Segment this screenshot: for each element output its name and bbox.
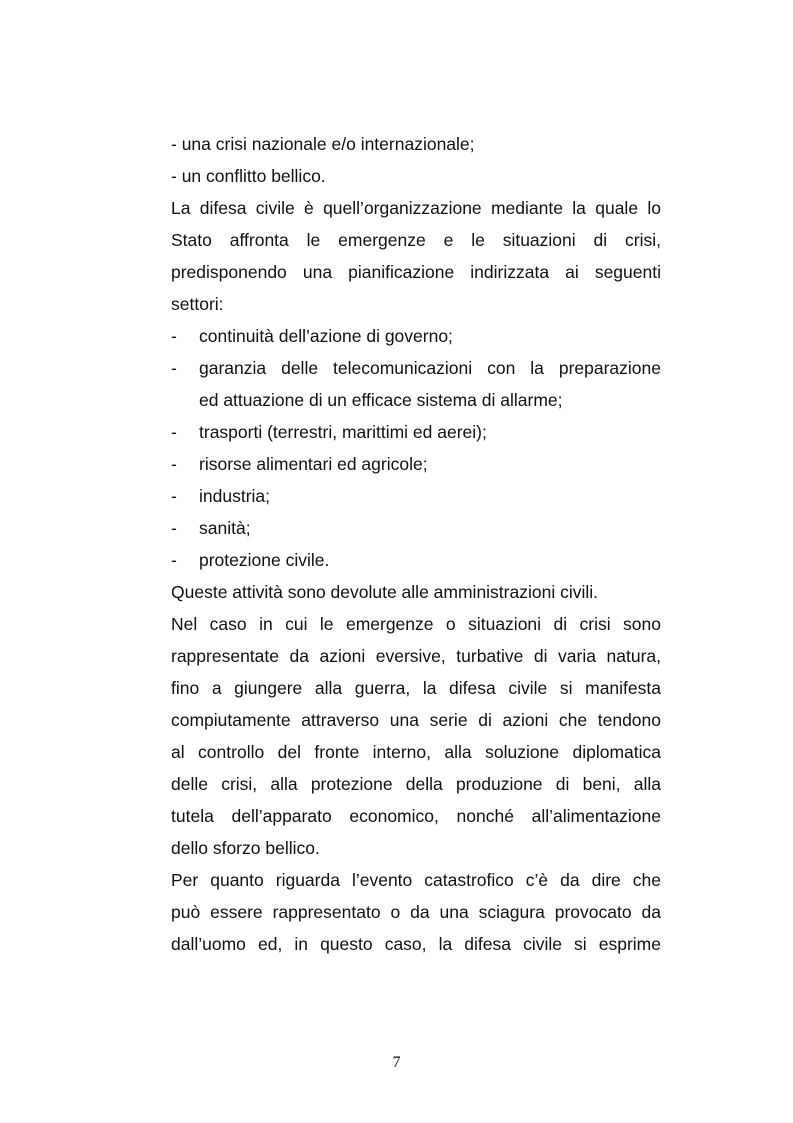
bullet-text: continuità dell’azione di governo; bbox=[199, 326, 453, 346]
paragraph-line: dall’uomo ed, in questo caso, la difesa civile si esprime bbox=[171, 934, 661, 954]
page-number: 7 bbox=[392, 1054, 401, 1071]
bullet-dash: - bbox=[171, 454, 177, 474]
bullet-text: risorse alimentari ed agricole; bbox=[199, 454, 428, 474]
paragraph-line: delle crisi, alla protezione della produzione di beni, alla bbox=[171, 774, 661, 794]
bullet-text: garanzia delle telecomunicazioni con la preparazione bbox=[199, 358, 661, 378]
bullet-dash: - bbox=[171, 422, 177, 442]
bullet-dash: - bbox=[171, 486, 177, 506]
paragraph-line: rappresentate da azioni eversive, turbative di varia natura, bbox=[171, 646, 661, 666]
list-item-conflict: - un conflitto bellico. bbox=[171, 166, 326, 186]
bullet-item-government bbox=[171, 320, 661, 352]
bullet-text: trasporti (terrestri, marittimi ed aerei); bbox=[199, 422, 487, 442]
bullet-dash: - bbox=[171, 358, 177, 378]
bullet-dash: - bbox=[171, 518, 177, 538]
bullet-item-telecom bbox=[171, 352, 661, 384]
bullet-dash: - bbox=[171, 326, 177, 346]
bullet-item-food bbox=[171, 448, 661, 480]
bullet-item-civil-protection bbox=[171, 544, 661, 576]
bullet-item-transport bbox=[171, 416, 661, 448]
bullet-text: industria; bbox=[199, 486, 271, 506]
paragraph-line: compiutamente attraverso una serie di azioni che tendono bbox=[171, 710, 661, 730]
bullet-dash: - bbox=[171, 550, 177, 570]
paragraph-line: può essere rappresentato o da una sciagura provocato da bbox=[171, 902, 661, 922]
paragraph-line: predisponendo una pianificazione indirizzata ai seguenti bbox=[171, 262, 661, 282]
paragraph-line: Stato affronta le emergenze e le situazioni di crisi, bbox=[171, 230, 661, 250]
paragraph-line: al controllo del fronte interno, alla soluzione diplomatica bbox=[171, 742, 661, 762]
bullet-continuation: ed attuazione di un efficace sistema di allarme; bbox=[199, 390, 563, 410]
paragraph-line: tutela dell’apparato economico, nonché all’alimentazione bbox=[171, 806, 661, 826]
paragraph-line: fino a giungere alla guerra, la difesa civile si manifesta bbox=[171, 678, 661, 698]
paragraph-line: La difesa civile è quell’organizzazione mediante la quale lo bbox=[171, 198, 661, 218]
body-text bbox=[171, 128, 661, 960]
bullet-item-health bbox=[171, 512, 661, 544]
bullet-text: sanità; bbox=[199, 518, 251, 538]
paragraph-line: Per quanto riguarda l’evento catastrofico c’è da dire che bbox=[171, 870, 661, 890]
paragraph-line: settori: bbox=[171, 294, 224, 314]
paragraph-line: Queste attività sono devolute alle amministrazioni civili. bbox=[171, 582, 598, 602]
bullet-item-industry bbox=[171, 480, 661, 512]
paragraph-line: Nel caso in cui le emergenze o situazioni di crisi sono bbox=[171, 614, 661, 634]
paragraph-line: dello sforzo bellico. bbox=[171, 838, 320, 858]
list-item-crisis: - una crisi nazionale e/o internazionale; bbox=[171, 134, 475, 154]
bullet-text: protezione civile. bbox=[199, 550, 330, 570]
